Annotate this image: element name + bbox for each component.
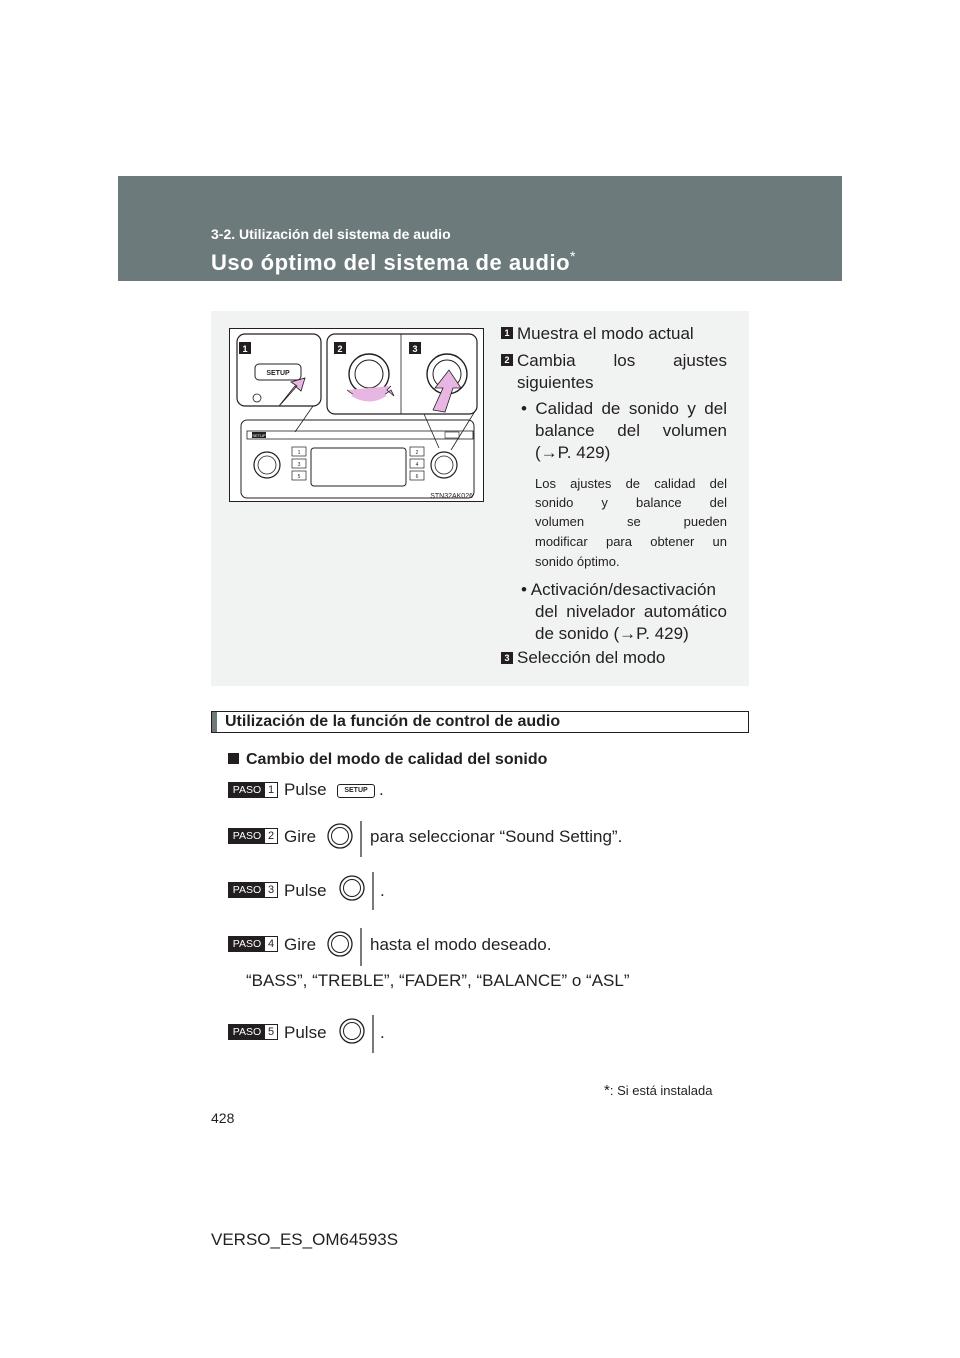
bullet-1-line-3: (→P. 429) [535,443,611,462]
step-badge-5 [228,1024,278,1040]
zoom-setup-label: SETUP [266,370,290,377]
bullet-2-line-3: de sonido (→P. 429) [535,624,689,643]
bullet-1-line-2: balance del volumen [535,421,727,440]
tune-knob-icon [337,868,377,910]
title-footnote-mark: * [570,248,576,264]
footnote-text: : Si está instalada [609,1083,713,1098]
desc-badge-2: 2 [501,354,513,366]
step-label: PASO [229,783,265,797]
step-3-before: Pulse [284,881,327,900]
page-title-text: Uso óptimo del sistema de audio [211,250,571,275]
callout-3: 3 [412,344,418,354]
step-number: 1 [267,784,275,796]
setup-button-icon: SETUP [337,784,375,798]
subsection-bar [212,712,217,732]
bullet-1-line-1: • Calidad de sonido y del [521,399,727,418]
page-number: 428 [211,1110,235,1126]
step-number: 2 [267,830,275,842]
bullet-2-line-2: del nivelador automático [535,602,727,621]
step-badge-4 [228,936,278,952]
desc-3-text: Selección del modo [517,648,666,667]
note-line-4: modificar para obtener un [535,534,727,549]
note-line-2: sonido y balance del [535,495,727,510]
step-label: PASO [229,1025,265,1039]
desc-2-line-1: Cambia los ajustes [517,351,727,370]
callout-2: 2 [337,344,343,354]
topic-heading [228,751,547,769]
preset-6-label: 6 [415,474,419,480]
bullet-2-line-1: • Activación/desactivación [521,580,716,599]
page-title [211,250,576,276]
preset-1-label: 1 [297,450,301,456]
square-bullet-icon [228,753,239,764]
note-line-3: volumen se pueden [535,514,727,529]
callout-1: 1 [242,344,248,354]
preset-3-label: 3 [297,462,301,468]
step-label: PASO [229,829,265,843]
tune-knob-icon [337,1011,377,1053]
audio-panel-illustration [229,328,484,502]
desc-1-text: Muestra el modo actual [517,324,694,343]
step-3-after: . [380,881,385,900]
desc-2-line-2: siguientes [517,373,594,392]
panel-setup-label: SETUP [252,433,266,438]
note-line-1: Los ajustes de calidad del [535,476,727,491]
preset-5-label: 5 [297,474,301,480]
step-label: PASO [229,883,265,897]
step-badge-2 [228,828,278,844]
tune-knob-icon [325,817,365,857]
step-4-after: hasta el modo deseado. [370,935,552,954]
step-number: 5 [267,1026,275,1038]
section-label: 3-2. Utilización del sistema de audio [211,226,451,242]
step-badge-3 [228,882,278,898]
step-2-after: para seleccionar “Sound Setting”. [370,827,623,846]
note-line-5: sonido óptimo. [535,554,620,569]
step-4-before: Gire [284,935,317,954]
subsection-box [211,711,749,733]
step-2-before: Gire [284,827,317,846]
step-badge-1 [228,782,278,798]
sound-modes-list: “BASS”, “TREBLE”, “FADER”, “BALANCE” o “ASL” [246,971,630,990]
footnote [604,1082,712,1099]
step-1-before: Pulse [284,780,327,799]
step-number: 3 [267,884,275,896]
tune-knob-icon [325,924,365,966]
preset-4-label: 4 [415,462,419,468]
step-5-before: Pulse [284,1023,327,1042]
image-code: STN32AK026 [430,493,473,500]
subsection-title: Utilización de la función de control de audio [225,713,561,730]
topic-heading-text: Cambio del modo de calidad del sonido [246,751,548,768]
desc-badge-1: 1 [501,327,513,339]
footnote-star: * [604,1082,610,1099]
desc-badge-3: 3 [501,652,513,664]
step-1-after: . [379,780,384,799]
document-code: VERSO_ES_OM64593S [211,1230,399,1249]
step-label: PASO [229,937,265,951]
preset-2-label: 2 [415,450,419,456]
step-5-after: . [380,1023,385,1042]
step-number: 4 [267,938,275,950]
